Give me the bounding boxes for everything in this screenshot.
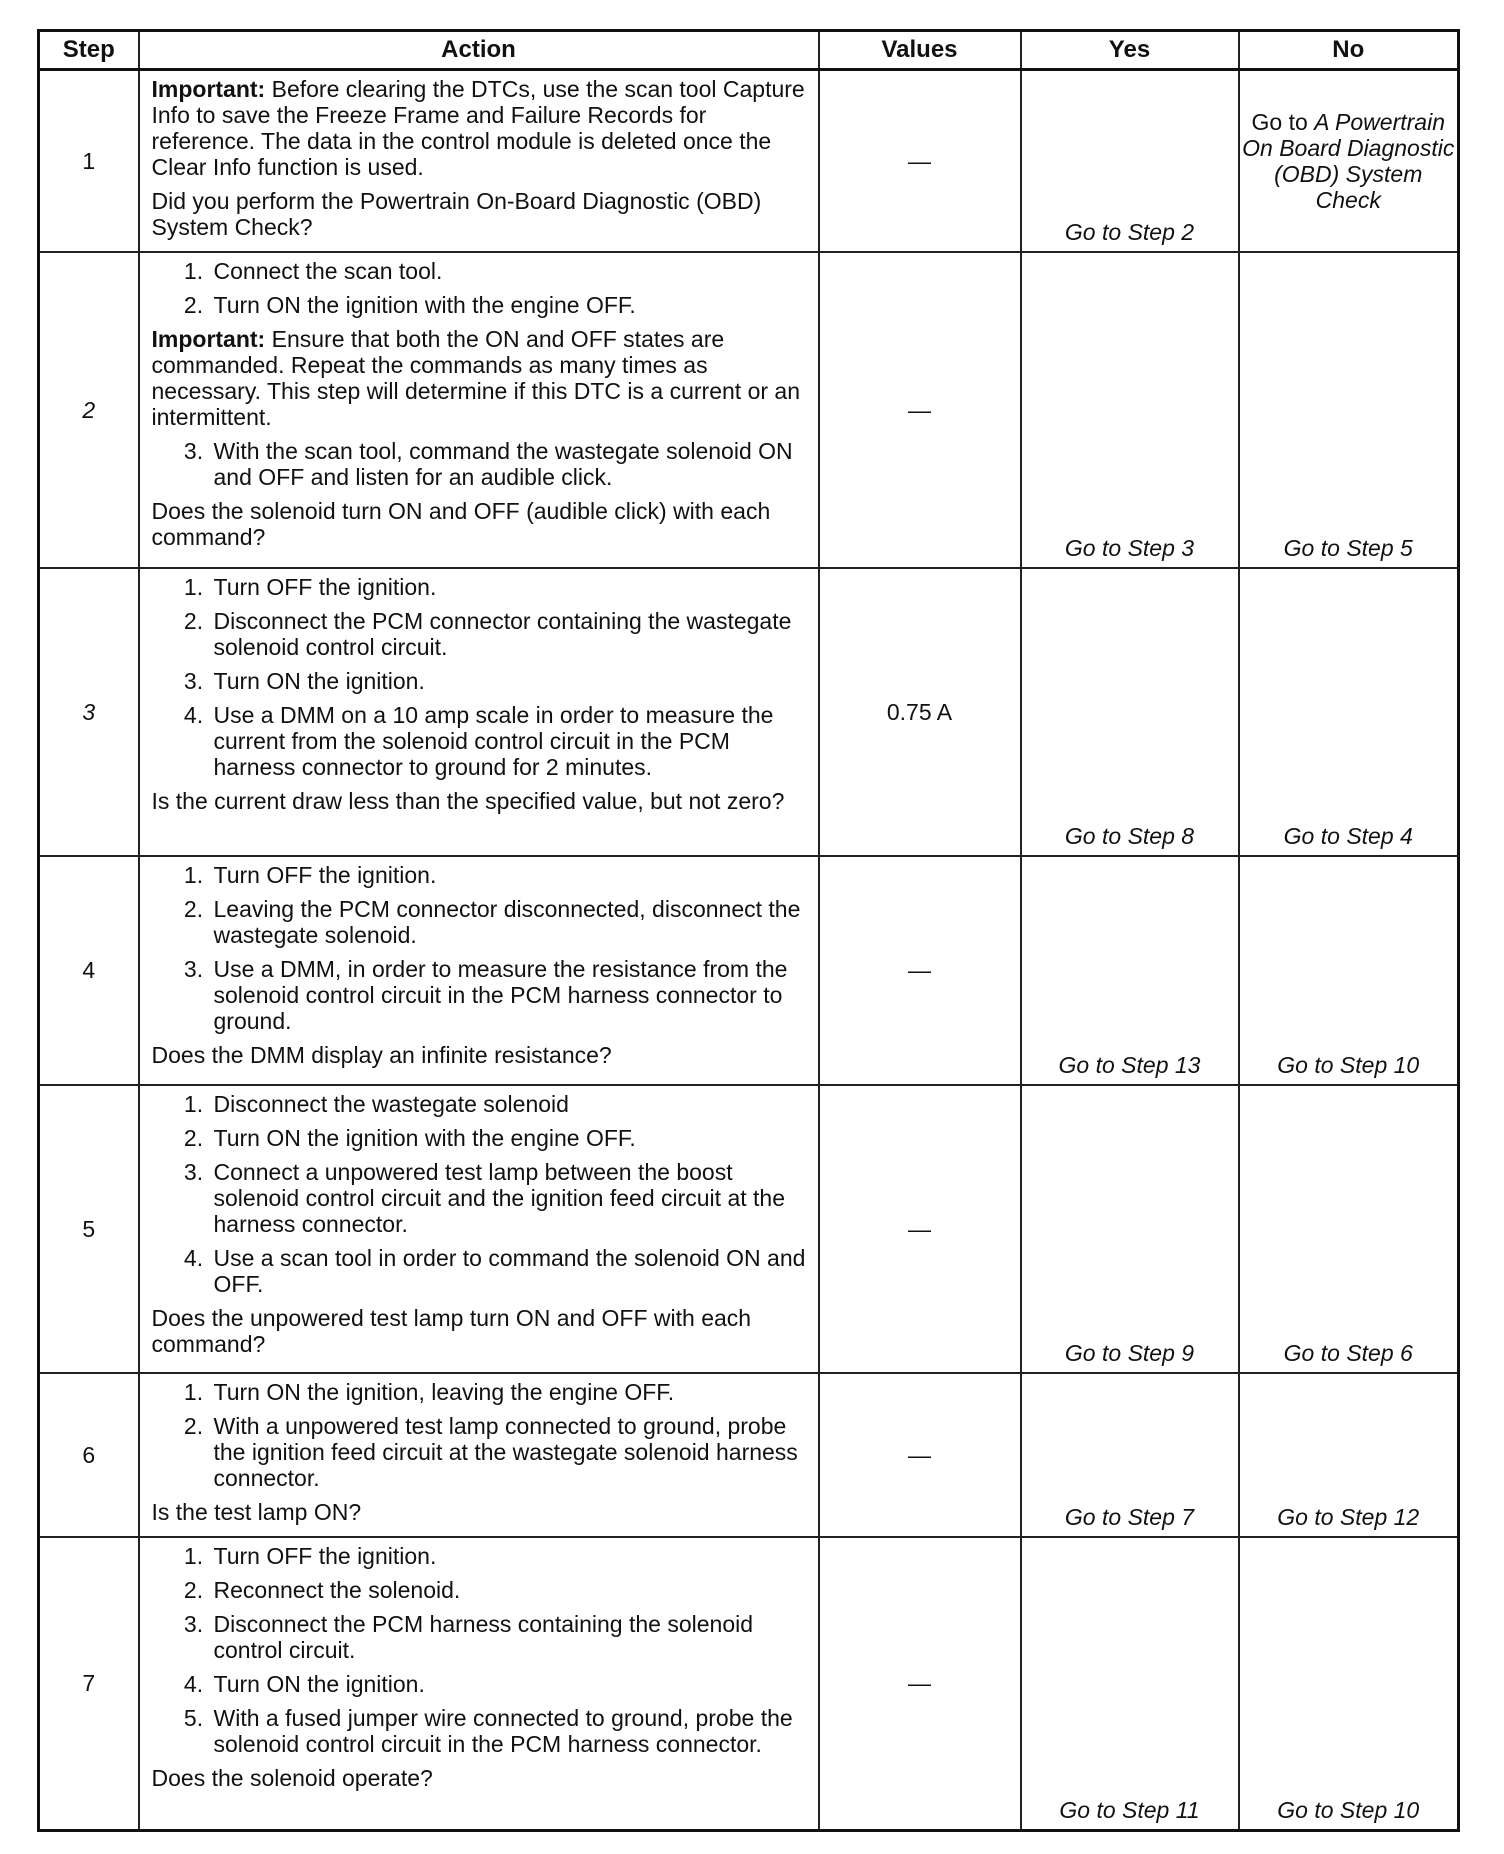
action-cell xyxy=(139,1085,819,1373)
values-cell: — xyxy=(819,1373,1021,1537)
yes-link[interactable]: Go to Step 9 xyxy=(1021,1085,1239,1373)
important-label: Important: xyxy=(151,76,266,102)
table-row xyxy=(39,568,1459,856)
important-note xyxy=(152,76,808,180)
action-step: 1. Turn ON the ignition, leaving the engine OFF. xyxy=(210,1379,808,1405)
step-question: Does the solenoid turn ON and OFF (audible click) with each command? xyxy=(151,497,771,550)
action-step: 3. Connect a unpowered test lamp between the boost solenoid control circuit and the ignition feed circuit at the harness connector. xyxy=(210,1159,808,1237)
action-step: 5. With a fused jumper wire connected to ground, probe the solenoid control circuit in the PCM harness connector. xyxy=(210,1705,808,1757)
action-steps xyxy=(152,1543,808,1757)
no-link-target: A Powertrain On Board Diagnostic (OBD) System Check xyxy=(1242,109,1455,214)
action-step: 1. Connect the scan tool. xyxy=(210,258,808,284)
action-cell xyxy=(139,252,819,568)
step-number: 5 xyxy=(39,1085,139,1373)
action-step: 3. Disconnect the PCM harness containing the solenoid control circuit. xyxy=(210,1611,808,1663)
header-action: Action xyxy=(139,31,819,70)
table-row xyxy=(39,70,1459,252)
action-step: 2. Turn ON the ignition with the engine OFF. xyxy=(210,1125,808,1151)
action-cell xyxy=(139,568,819,856)
action-steps xyxy=(152,862,808,1034)
no-link[interactable]: Go to Step 10 xyxy=(1239,1537,1459,1831)
values-cell: — xyxy=(819,252,1021,568)
action-cell xyxy=(139,856,819,1085)
values-cell: 0.75 A xyxy=(819,568,1021,856)
no-link[interactable]: Go to Step 6 xyxy=(1239,1085,1459,1373)
values-cell: — xyxy=(819,856,1021,1085)
header-no: No xyxy=(1239,31,1459,70)
values-cell: — xyxy=(819,70,1021,252)
no-link[interactable] xyxy=(1239,70,1459,252)
yes-link[interactable]: Go to Step 13 xyxy=(1021,856,1239,1085)
important-label: Important: xyxy=(151,325,266,352)
action-step: 3. With the scan tool, command the wastegate solenoid ON and OFF and listen for an audible click. xyxy=(210,438,808,490)
action-step: 3. Turn ON the ignition. xyxy=(210,668,808,694)
header-yes: Yes xyxy=(1021,31,1239,70)
step-question: Is the test lamp ON? xyxy=(151,1498,362,1525)
important-note xyxy=(152,326,808,430)
header-row xyxy=(39,31,1459,70)
action-step: 1. Turn OFF the ignition. xyxy=(210,862,808,888)
step-number: 6 xyxy=(39,1373,139,1537)
action-steps xyxy=(152,438,808,490)
no-link-prefix: Go to xyxy=(1251,109,1315,136)
action-steps xyxy=(152,1379,808,1491)
action-step: 2. Reconnect the solenoid. xyxy=(210,1577,808,1603)
step-question: Does the DMM display an infinite resistance? xyxy=(151,1041,612,1068)
step-number: 2 xyxy=(39,252,139,568)
action-step: 1. Turn OFF the ignition. xyxy=(210,1543,808,1569)
step-question: Does the solenoid operate? xyxy=(151,1764,433,1791)
action-step: 4. Turn ON the ignition. xyxy=(210,1671,808,1697)
action-cell xyxy=(139,70,819,252)
step-number: 3 xyxy=(39,568,139,856)
no-link[interactable]: Go to Step 10 xyxy=(1239,856,1459,1085)
action-step: 4. Use a scan tool in order to command the solenoid ON and OFF. xyxy=(210,1245,808,1297)
step-question: Is the current draw less than the specified value, but not zero? xyxy=(151,787,785,814)
yes-link[interactable]: Go to Step 7 xyxy=(1021,1373,1239,1537)
yes-link[interactable]: Go to Step 11 xyxy=(1021,1537,1239,1831)
action-step: 1. Disconnect the wastegate solenoid xyxy=(210,1091,808,1117)
action-step: 2. Disconnect the PCM connector containing the wastegate solenoid control circuit. xyxy=(210,608,808,660)
action-step: 2. With a unpowered test lamp connected to ground, probe the ignition feed circuit at the wastegate solenoid harness connector. xyxy=(210,1413,808,1491)
step-number: 4 xyxy=(39,856,139,1085)
step-number: 1 xyxy=(39,70,139,252)
action-step: 2. Leaving the PCM connector disconnected, disconnect the wastegate solenoid. xyxy=(210,896,808,948)
step-number: 7 xyxy=(39,1537,139,1831)
header-step: Step xyxy=(39,31,139,70)
action-step: 4. Use a DMM on a 10 amp scale in order to measure the current from the solenoid control circuit in the PCM harness connector to ground for 2 minutes. xyxy=(210,702,808,780)
action-step: 3. Use a DMM, in order to measure the resistance from the solenoid control circuit in the PCM harness connector to ground. xyxy=(210,956,808,1034)
values-cell: — xyxy=(819,1537,1021,1831)
action-steps xyxy=(152,258,808,318)
no-link[interactable]: Go to Step 4 xyxy=(1239,568,1459,856)
important-text: Ensure that both the ON and OFF states are commanded. Repeat the commands as many times as necessary. This step will determine if this DTC is a current or an intermittent. xyxy=(151,325,800,430)
table-row xyxy=(39,1537,1459,1831)
no-link[interactable]: Go to Step 12 xyxy=(1239,1373,1459,1537)
action-step: 1. Turn OFF the ignition. xyxy=(210,574,808,600)
action-cell xyxy=(139,1373,819,1537)
important-text: Before clearing the DTCs, use the scan tool Capture Info to save the Freeze Frame and Failure Records for reference. The data in the control module is deleted once the Clear Info function is used. xyxy=(151,76,805,180)
step-question: Does the unpowered test lamp turn ON and OFF with each command? xyxy=(151,1304,752,1357)
action-steps xyxy=(152,574,808,780)
action-step: 2. Turn ON the ignition with the engine OFF. xyxy=(210,292,808,318)
table-row xyxy=(39,1373,1459,1537)
table-row xyxy=(39,1085,1459,1373)
action-steps xyxy=(152,1091,808,1297)
yes-link[interactable]: Go to Step 3 xyxy=(1021,252,1239,568)
yes-link[interactable]: Go to Step 2 xyxy=(1021,70,1239,252)
table-row xyxy=(39,252,1459,568)
diagnostic-table xyxy=(37,29,1460,1832)
header-values: Values xyxy=(819,31,1021,70)
no-link[interactable]: Go to Step 5 xyxy=(1239,252,1459,568)
action-cell xyxy=(139,1537,819,1831)
table-row xyxy=(39,856,1459,1085)
values-cell: — xyxy=(819,1085,1021,1373)
step-question: Did you perform the Powertrain On-Board Diagnostic (OBD) System Check? xyxy=(151,188,762,240)
yes-link[interactable]: Go to Step 8 xyxy=(1021,568,1239,856)
